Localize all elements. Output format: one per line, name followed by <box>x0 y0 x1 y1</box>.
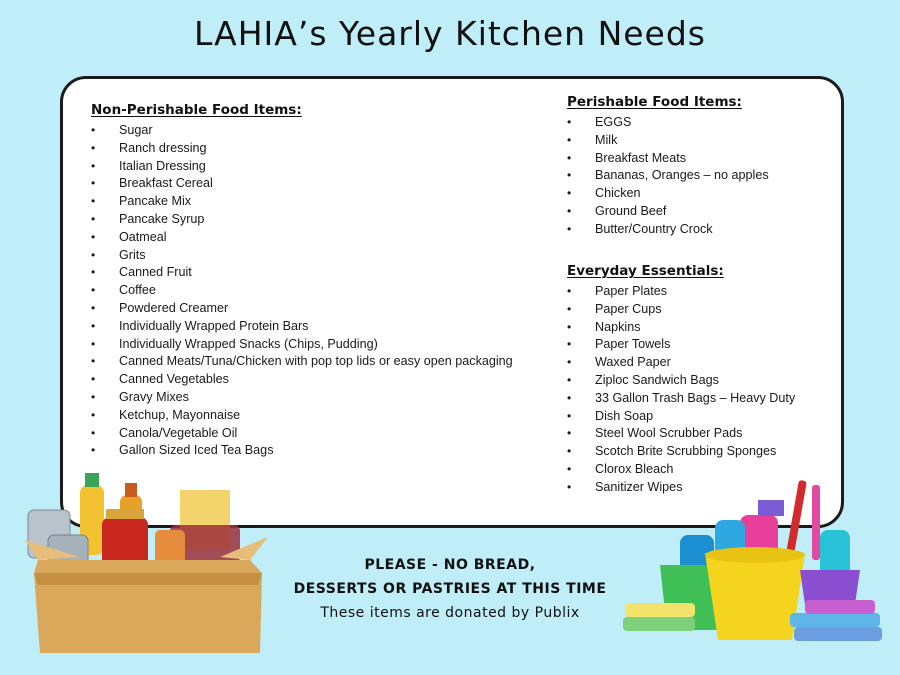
perishable-item: • Milk <box>567 132 769 150</box>
non-perishable-item: • Canned Fruit <box>91 264 513 282</box>
non-perishable-item: • Powdered Creamer <box>91 300 513 318</box>
everyday-item: • Paper Plates <box>567 283 795 301</box>
everyday-item: • Waxed Paper <box>567 354 795 372</box>
non-perishable-heading: Non-Perishable Food Items: <box>91 102 302 118</box>
non-perishable-item: • Canned Meats/Tuna/Chicken with pop top lids or easy open packaging <box>91 353 513 371</box>
non-perishable-item: • Gallon Sized Iced Tea Bags <box>91 442 513 460</box>
non-perishable-item: • Ranch dressing <box>91 140 513 158</box>
perishable-item: • Chicken <box>567 185 769 203</box>
non-perishable-item: • Grits <box>91 247 513 265</box>
everyday-item: • Sanitizer Wipes <box>567 479 795 497</box>
non-perishable-item: • Gravy Mixes <box>91 389 513 407</box>
non-perishable-item: • Italian Dressing <box>91 158 513 176</box>
non-perishable-item: • Coffee <box>91 282 513 300</box>
non-perishable-item: • Oatmeal <box>91 229 513 247</box>
everyday-item: • 33 Gallon Trash Bags – Heavy Duty <box>567 390 795 408</box>
non-perishable-item: • Pancake Syrup <box>91 211 513 229</box>
everyday-item: • Scotch Brite Scrubbing Sponges <box>567 443 795 461</box>
everyday-list <box>567 283 795 497</box>
everyday-item: • Dish Soap <box>567 408 795 426</box>
notice-line-3: These items are donated by Publix <box>320 605 580 621</box>
food-donation-box-icon <box>20 465 270 660</box>
perishable-item: • Breakfast Meats <box>567 150 769 168</box>
non-perishable-item: • Sugar <box>91 122 513 140</box>
donation-notice <box>270 553 630 625</box>
cleaning-supplies-icon <box>620 475 890 655</box>
notice-line-2: DESSERTS OR PASTRIES AT THIS TIME <box>293 581 607 597</box>
everyday-item: • Paper Towels <box>567 336 795 354</box>
everyday-item: • Napkins <box>567 319 795 337</box>
non-perishable-list <box>91 122 513 460</box>
non-perishable-item: • Ketchup, Mayonnaise <box>91 407 513 425</box>
non-perishable-item: • Individually Wrapped Protein Bars <box>91 318 513 336</box>
non-perishable-item: • Canola/Vegetable Oil <box>91 425 513 443</box>
perishable-item: • EGGS <box>567 114 769 132</box>
non-perishable-item: • Breakfast Cereal <box>91 175 513 193</box>
everyday-item: • Clorox Bleach <box>567 461 795 479</box>
non-perishable-item: • Pancake Mix <box>91 193 513 211</box>
perishable-list <box>567 114 769 239</box>
non-perishable-item: • Canned Vegetables <box>91 371 513 389</box>
everyday-item: • Ziploc Sandwich Bags <box>567 372 795 390</box>
everyday-heading: Everyday Essentials: <box>567 263 724 279</box>
perishable-item: • Bananas, Oranges – no apples <box>567 167 769 185</box>
non-perishable-item: • Individually Wrapped Snacks (Chips, Pudding) <box>91 336 513 354</box>
perishable-heading: Perishable Food Items: <box>567 94 742 110</box>
page-title: LAHIA’s Yearly Kitchen Needs <box>193 14 706 53</box>
everyday-item: • Paper Cups <box>567 301 795 319</box>
perishable-item: • Ground Beef <box>567 203 769 221</box>
everyday-item: • Steel Wool Scrubber Pads <box>567 425 795 443</box>
notice-line-1: PLEASE - NO BREAD, <box>364 557 536 573</box>
perishable-item: • Butter/Country Crock <box>567 221 769 239</box>
